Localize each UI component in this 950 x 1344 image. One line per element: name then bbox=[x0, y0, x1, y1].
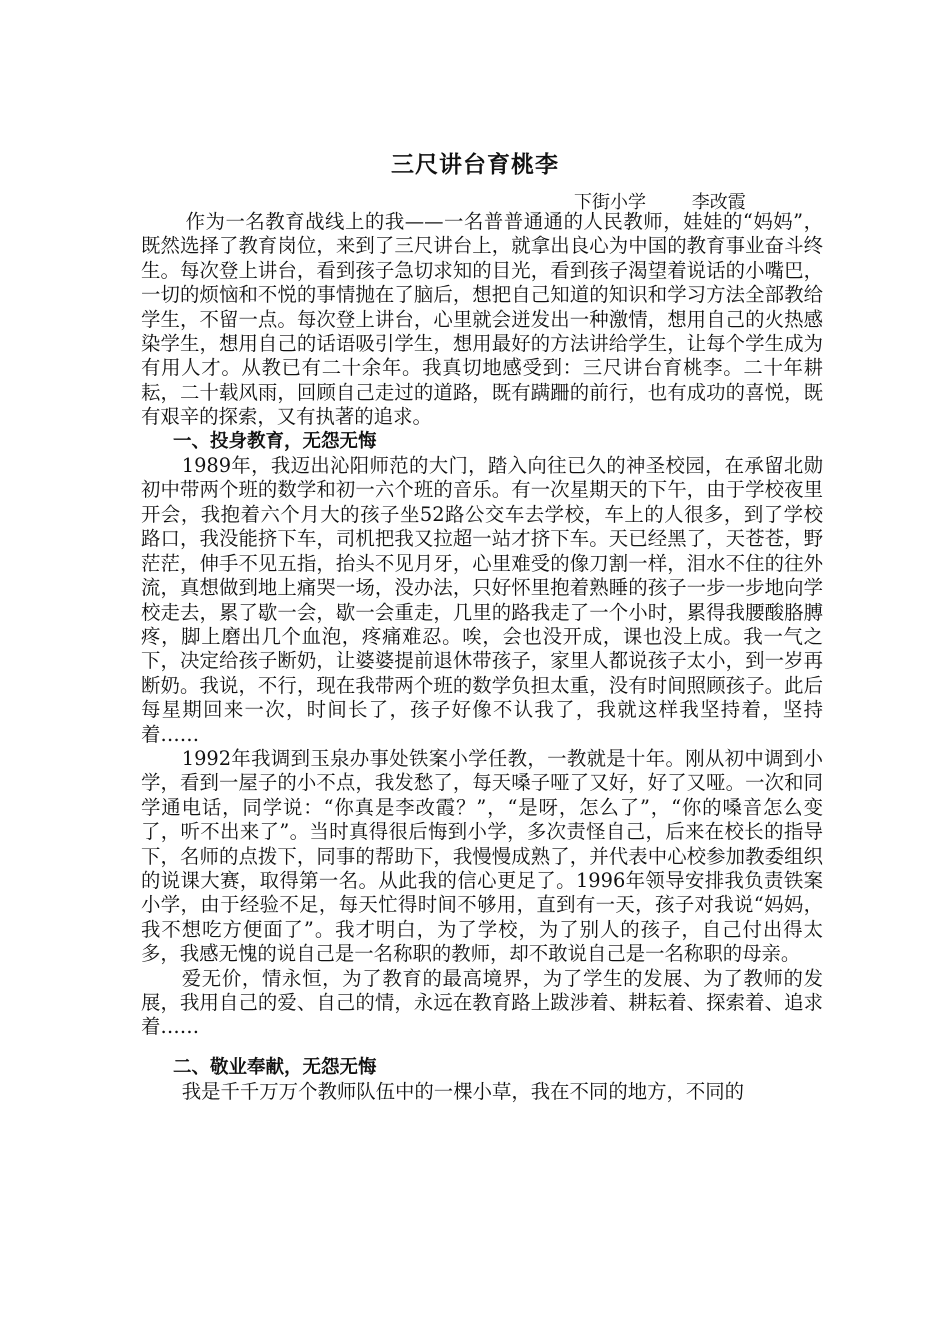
paragraph-1989: 1989年，我迈出沁阳师范的大门，踏入向往已久的神圣校园，在承留北勋初中带两个班的数学和初一六个班的音乐。有一次星期天的下午，由于学校夜里开会，我抱着六个月大的孩子坐52路公交车去学校，车上的人很多，到了学校路口，我没能挤下车，司机把我又拉超一站才挤下车。天已经黑了，天苍苍，野茫茫，伸手不见五指，抬头不见月牙，心里难受的像刀割一样，泪水不住的往外流，真想做到地上痛哭一场，没办法，只好怀里抱着熟睡的孩子一步一步地向学校走去，累了歇一会，歇一会重走，几里的路我走了一个小时，累得我腰酸胳膊疼，脚上磨出几个血泡，疼痛难忍。唉，会也没开成，课也没上成。我一气之下，决定给孩子断奶，让婆婆提前退休带孩子，家里人都说孩子太小，到一岁再断奶。我说，不行，现在我带两个班的数学负担太重，没有时间照顾孩子。此后每星期回来一次，时间长了，孩子好像不认我了，我就这样我坚持着，坚持着…… bbox=[141, 454, 823, 746]
paragraph-1992: 1992年我调到玉泉办事处铁案小学任教，一教就是十年。刚从初中调到小学，看到一屋子的小不点，我发愁了，每天嗓子哑了又好，好了又哑。一次和同学通电话，同学说：“你真是李改霞？”，“是呀，怎么了”，“你的嗓音怎么变了，听不出来了”。当时真得很后悔到小学，多次责怪自己，后来在校长的指导下，名师的点拨下，同事的帮助下，我慢慢成熟了，并代表中心校参加教委组织的说课大赛，取得第一名。从此我的信心更足了。1996年领导安排我负责铁案小学，由于经验不足，每天忙得时间不够用，直到有一天，孩子对我说“妈妈，我不想吃方便面了”。我才明白，为了学校，为了别人的孩子，自己付出得太多，我感无愧的说自己是一名称职的教师，却不敢说自己是一名称职的母亲。 bbox=[141, 746, 823, 966]
paragraph-love: 爱无价，情永恒，为了教育的最高境界，为了学生的发展、为了教师的发展，我用自己的爱、自己的情，永远在教育路上跋涉着、耕耘着、探索着、追求着…… bbox=[141, 966, 823, 1039]
document-title: 三尺讲台育桃李 bbox=[391, 152, 559, 178]
document-body bbox=[141, 210, 823, 1105]
paragraph-intro: 作为一名教育战线上的我——一名普普通通的人民教师，娃娃的“妈妈”，既然选择了教育岗位，来到了三尺讲台上，就拿出良心为中国的教育事业奋斗终生。每次登上讲台，看到孩子急切求知的目光，看到孩子渴望着说话的小嘴巴，一切的烦恼和不悦的事情抛在了脑后，想把自己知道的知识和学习方法全部教给学生，不留一点。每次登上讲台，心里就会迸发出一种激情，想用自己的火热感染学生，想用自己的话语吸引学生，想用最好的方法讲给学生，让每个学生成为有用人才。从教已有二十余年。我真切地感受到：三尺讲台育桃李。二十年耕耘，二十载风雨，回顾自己走过的道路，既有蹒跚的前行，也有成功的喜悦，既有艰辛的探索，又有执著的追求。 bbox=[141, 210, 823, 429]
section-heading-1: 一、投身教育，无怨无悔 bbox=[173, 430, 377, 452]
section-heading-2: 二、敬业奉献，无怨无悔 bbox=[173, 1056, 377, 1078]
author-byline: 下街小学 李改霞 bbox=[574, 192, 746, 213]
paragraph-dedication: 我是千千万万个教师队伍中的一棵小草，我在不同的地方，不同的 bbox=[181, 1080, 745, 1104]
